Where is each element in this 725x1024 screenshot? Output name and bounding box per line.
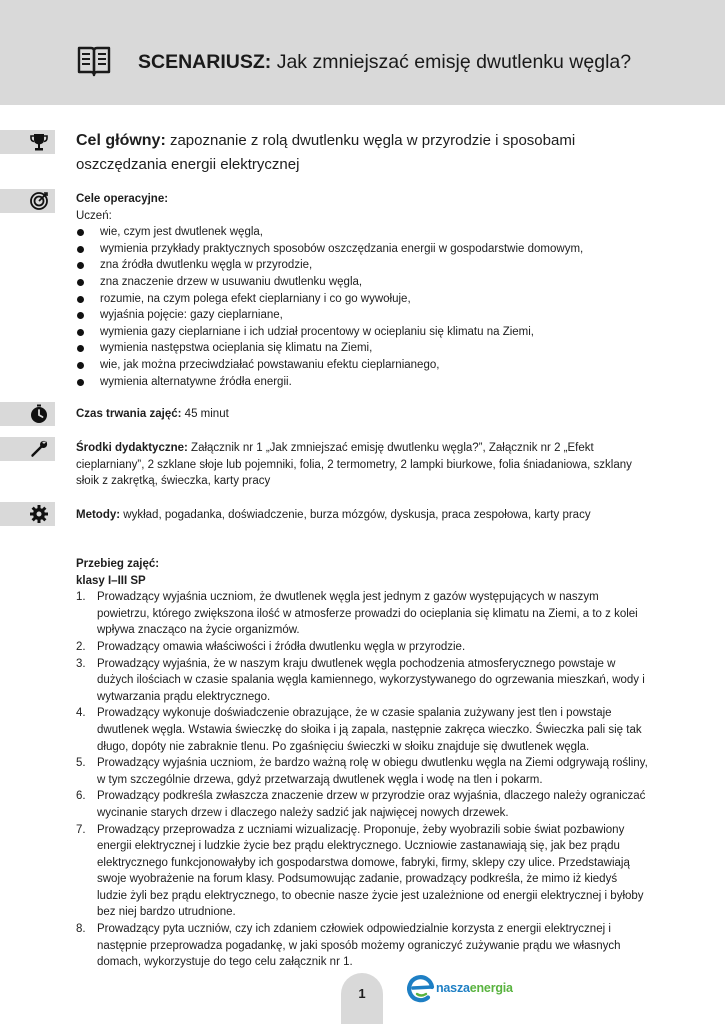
clock-icon <box>29 404 49 424</box>
step-text: Prowadzący wykonuje doświadczenie obrazujące, że w czasie spalania zużywany jest tlen i powstaje dwutlenek węgla. Wstawia świeczkę do słoika i ją zapala, następnie zakręca wieczko. Świeczka pali się tak długo, dopóty nie zabraknie tlenu. Po zgaśnięciu świeczki w słoiku znajduje się dwutlenek węgla. <box>97 707 642 753</box>
title-text: Jak zmniejszać emisję dwutlenku węgla? <box>276 51 632 73</box>
duration-section <box>76 406 656 423</box>
brand-part-1: nasza <box>436 981 470 995</box>
methods-text: wykład, pogadanka, doświadczenie, burza mózgów, dyskusja, praca zespołowa, karty pracy <box>123 509 591 521</box>
objectives-tab <box>0 189 55 213</box>
list-item: zna źródła dwutlenku węgla w przyrodzie, <box>76 257 656 274</box>
methods-tab <box>0 502 55 526</box>
step-number: 7. <box>76 823 86 836</box>
trophy-icon <box>29 132 49 152</box>
step-text: Prowadzący wyjaśnia, że w naszym kraju dwutlenek węgla pochodzenia atmosferycznego powstaje w dużych ilościach w czasie spalania węgla kamiennego, wykorzystywanego do ogrzewania mieszkań, wody i wytwarzania prądu elektrycznego. <box>97 657 645 703</box>
objectives-section <box>76 191 656 390</box>
goal-text: zapoznanie z rolą dwutlenku węgla w przyrodzie i sposobami oszczędzania energii elektrycznej <box>76 132 576 173</box>
course-level: klasy I–III SP <box>76 574 146 587</box>
brand-name <box>436 981 513 995</box>
course-section <box>76 556 650 971</box>
list-item <box>76 822 650 922</box>
objectives-intro: Uczeń: <box>76 209 112 222</box>
goal-tab <box>0 130 55 154</box>
methods-label: Metody: <box>76 509 121 521</box>
step-text: Prowadzący omawia właściwości i źródła dwutlenku węgla w przyrodzie. <box>97 640 466 653</box>
course-label: Przebieg zajęć: <box>76 558 160 570</box>
list-item <box>76 921 650 971</box>
list-item <box>76 788 650 821</box>
list-item: wyjaśnia pojęcie: gazy cieplarniane, <box>76 307 656 324</box>
list-item <box>76 589 650 639</box>
materials-label: Środki dydaktyczne: <box>76 442 188 454</box>
step-number: 4. <box>76 707 86 720</box>
list-item: wymienia alternatywne źródła energii. <box>76 374 656 391</box>
brand-part-2: energia <box>469 981 513 995</box>
objectives-label: Cele operacyjne: <box>76 193 169 205</box>
gear-icon <box>29 504 49 524</box>
list-item <box>76 705 650 755</box>
target-icon <box>29 191 49 211</box>
step-number: 6. <box>76 790 86 803</box>
book-icon <box>76 43 112 79</box>
list-item <box>76 639 650 656</box>
title-label: SCENARIUSZ: <box>138 51 272 73</box>
goal-section <box>76 129 656 177</box>
list-item: zna znaczenie drzew w usuwaniu dwutlenku węgla, <box>76 274 656 291</box>
duration-label: Czas trwania zajęć: <box>76 408 182 420</box>
list-item: wie, jak można przeciwdziałać powstawaniu efektu cieplarnianego, <box>76 357 656 374</box>
header-band <box>0 0 725 105</box>
course-steps <box>76 589 650 971</box>
list-item: wymienia przykłady praktycznych sposobów oszczędzania energii w gospodarstwie domowym, <box>76 241 656 258</box>
list-item: rozumie, na czym polega efekt cieplarniany i co go wywołuje, <box>76 291 656 308</box>
list-item <box>76 755 650 788</box>
step-number: 5. <box>76 757 86 770</box>
materials-tab <box>0 437 55 461</box>
step-number: 8. <box>76 923 86 936</box>
list-item: wymienia gazy cieplarniane i ich udział procentowy w ocieplaniu się klimatu na Ziemi, <box>76 324 656 341</box>
step-number: 3. <box>76 657 86 670</box>
list-item: wymienia następstwa ocieplania się klimatu na Ziemi, <box>76 340 656 357</box>
materials-section <box>76 440 656 490</box>
step-text: Prowadzący wyjaśnia uczniom, że dwutlenek węgla jest jednym z gazów występujących w naszym powietrzu, którego zwiększona ilość w atmosferze prowadzi do ocieplania się klimatu na Ziemi, a to z kolei wpływa znacząco na życie organizmów. <box>97 591 638 637</box>
logo-e-icon <box>407 974 435 1004</box>
methods-section <box>76 507 656 524</box>
duration-tab <box>0 402 55 426</box>
wrench-icon <box>29 439 49 459</box>
page-title <box>138 51 631 74</box>
goal-label: Cel główny: <box>76 132 166 149</box>
duration-value: 45 minut <box>184 408 229 420</box>
step-number: 1. <box>76 591 86 604</box>
objectives-list <box>76 224 656 390</box>
page-number: 1 <box>358 986 366 1001</box>
step-text: Prowadzący pyta uczniów, czy ich zdaniem człowiek odpowiedzialnie korzysta z energii elektrycznej i następnie przeprowadza pogadankę, w jaki sposób możemy ograniczyć zużywanie prądu we własnych domach, wykorzystuje do tego celu załącznik nr 1. <box>97 923 621 969</box>
step-text: Prowadzący podkreśla zwłaszcza znaczenie drzew w przyrodzie oraz wyjaśnia, dlaczego należy ograniczać wycinanie starych drzew i dlaczego należy sadzić jak najwięcej nowych drzewek. <box>97 790 646 819</box>
list-item: wie, czym jest dwutlenek węgla, <box>76 224 656 241</box>
materials-text: Załącznik nr 1 „Jak zmniejszać emisję dwutlenku węgla?”, Załącznik nr 2 „Efekt cieplarniany”, 2 szklane słoje lub pojemniki, folia, 2 termometry, 2 lampki biurkowe, folia śniadaniowa, szklany słoik z zakrętką, świeczka, karty pracy <box>76 442 632 488</box>
step-text: Prowadzący wyjaśnia uczniom, że bardzo ważną rolę w obiegu dwutlenku węgla na Ziemi odgrywają rośliny, w tym szczególnie drzewa, gdyż przetwarzają dwutlenek węgla i wodę na tlen i pokarm. <box>97 757 648 786</box>
step-text: Prowadzący przeprowadza z uczniami wizualizację. Proponuje, żeby wyobrazili sobie świat pozbawiony energii elektrycznej i ludzkie życie bez prądu elektrycznego. Uczniowie zastanawiają się, jak bez prądu elektrycznego funkcjonowałyby ich gospodarstwa domowe, fabryki, firmy, sklepy czy ulice. Przedstawiają swoje wyobrażenie na forum klasy. Podsumowując zadanie, prowadzący podkreśla, że mimo iż kiedyś ludzie żyli bez prądu elektrycznego, to obecnie nasze życie jest uzależnione od energii elektrycznej i byłoby bez niej bardzo utrudnione. <box>97 823 644 919</box>
brand-logo <box>407 974 525 1004</box>
step-number: 2. <box>76 640 86 653</box>
page-number-tab <box>341 973 383 1024</box>
list-item <box>76 656 650 706</box>
